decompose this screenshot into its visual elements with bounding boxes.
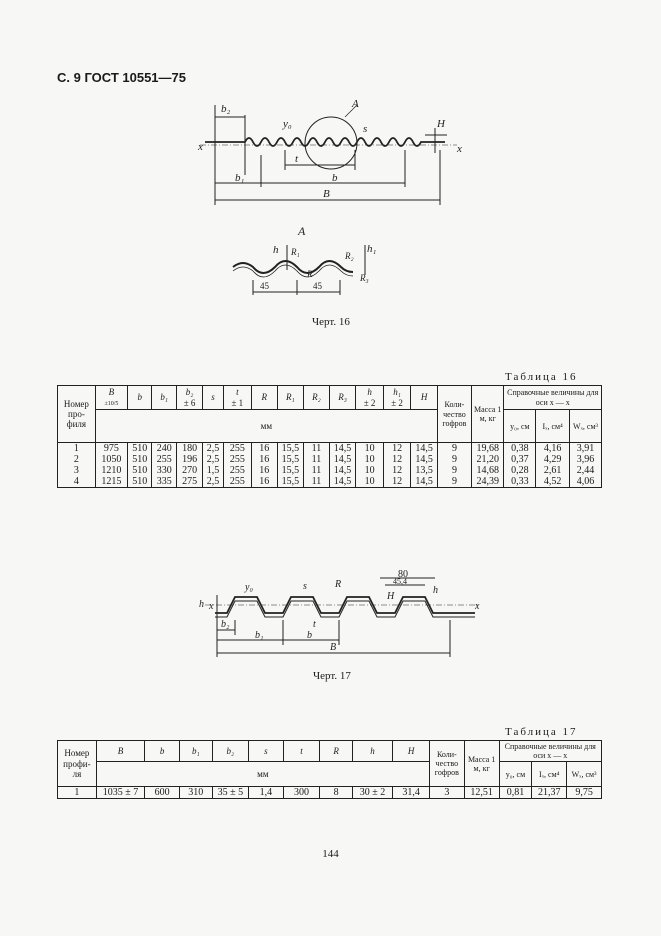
t16-head-R3: R₃ <box>329 386 356 410</box>
table-row <box>58 787 602 799</box>
table-cell: 1,5 <box>203 465 224 476</box>
table-cell: 255 <box>223 454 251 465</box>
table-cell: 3 <box>58 465 96 476</box>
fig16-label-R1: R₁ <box>291 247 300 257</box>
table-cell: 15,5 <box>277 443 304 455</box>
fig16-angle-1: 45 <box>260 281 269 291</box>
table-cell: 510 <box>128 465 152 476</box>
fig17-label-s: s <box>303 581 307 592</box>
table-cell: 240 <box>152 443 176 455</box>
table-cell: 2,5 <box>203 454 224 465</box>
table-cell: 9 <box>437 476 471 488</box>
t16-head-profile: Номер про-филя <box>58 386 96 443</box>
fig16-label-b1: b₁ <box>235 172 245 184</box>
table-cell: 11 <box>304 454 330 465</box>
table-cell: 2,5 <box>203 476 224 488</box>
table-cell: 2,5 <box>203 443 224 455</box>
t16-head-b2: b₂ <box>185 387 194 398</box>
table-cell: 0,38 <box>504 443 536 455</box>
t17-head-s: s <box>249 741 284 762</box>
table-cell: 270 <box>176 465 202 476</box>
t16-head-mass: Масса 1 м, кг <box>472 386 504 443</box>
table-cell: 0,28 <box>504 465 536 476</box>
table-cell: 2,61 <box>536 465 570 476</box>
table-cell: 16 <box>251 443 277 455</box>
table-cell: 1210 <box>95 465 127 476</box>
table-cell: 1035 ± 7 <box>96 787 144 799</box>
t16-head-t-tol: ± 1 <box>231 397 244 408</box>
t16-head-ref: Справочные величины для оси x — x <box>504 386 602 410</box>
table-cell: 8 <box>320 787 352 799</box>
table-cell: 180 <box>176 443 202 455</box>
t17-head-b: b <box>145 741 180 762</box>
fig16-label-t: t <box>295 153 299 165</box>
table-16 <box>57 385 602 488</box>
page-header: С. 9 ГОСТ 10551—75 <box>57 70 186 85</box>
table-17 <box>57 740 602 799</box>
table-cell: 4,06 <box>569 476 601 488</box>
fig16-label-h: h <box>273 244 279 256</box>
t16-head-b1: b₁ <box>152 386 176 410</box>
table-cell: 600 <box>145 787 180 799</box>
t16-head-h: h <box>367 387 372 398</box>
table-cell: 30 ± 2 <box>352 787 392 799</box>
t16-head-h1: h₁ <box>393 387 401 398</box>
t16-head-R: R <box>251 386 277 410</box>
fig17-label-h: h <box>199 599 204 610</box>
table-cell: 4,29 <box>536 454 570 465</box>
fig17-label-B: B <box>330 642 337 653</box>
table-cell: 300 <box>283 787 320 799</box>
table-cell: 16 <box>251 476 277 488</box>
fig17-label-45: 45,4 <box>393 577 407 586</box>
table-cell: 15,5 <box>277 454 304 465</box>
table-cell: 335 <box>152 476 176 488</box>
t17-head-unit: мм <box>96 762 429 787</box>
table-17-title: Таблица 17 <box>505 726 578 738</box>
fig17-label-b: b <box>307 630 312 641</box>
table-row <box>58 476 602 488</box>
table-cell: 2 <box>58 454 96 465</box>
table-cell: 14,5 <box>411 476 438 488</box>
table-cell: 4 <box>58 476 96 488</box>
t17-head-t: t <box>283 741 320 762</box>
t16-head-B-tol: ±10/5 <box>104 401 119 408</box>
t17-head-H: H <box>393 741 430 762</box>
t16-head-t: t <box>236 387 239 398</box>
t17-head-profile: Номер профи-ля <box>58 741 97 787</box>
table-cell: 21,37 <box>532 787 567 799</box>
table-cell: 10 <box>356 476 384 488</box>
table-cell: 35 ± 5 <box>212 787 249 799</box>
table-cell: 21,20 <box>472 454 504 465</box>
fig17-label-80: 80 <box>398 569 408 580</box>
fig16-label-y0: y₀ <box>283 118 292 130</box>
fig16-label-R3: R₃ <box>360 273 369 283</box>
table-cell: 19,68 <box>472 443 504 455</box>
table-cell: 12 <box>383 454 411 465</box>
fig17-label-b1: b₁ <box>255 630 264 641</box>
t16-head-H: H <box>411 386 438 410</box>
table-cell: 11 <box>304 476 330 488</box>
table-cell: 10 <box>356 465 384 476</box>
table-cell: 3,91 <box>569 443 601 455</box>
table-cell: 3 <box>429 787 464 799</box>
table-row <box>58 443 602 455</box>
fig16-angle-2: 45 <box>313 281 322 291</box>
table-cell: 255 <box>223 443 251 455</box>
fig16-label-h1: h₁ <box>367 243 377 255</box>
table-cell: 14,5 <box>329 476 356 488</box>
table-cell: 1215 <box>95 476 127 488</box>
table-cell: 2,44 <box>569 465 601 476</box>
table-cell: 12 <box>383 465 411 476</box>
table-cell: 0,37 <box>504 454 536 465</box>
t17-head-mass: Масса 1 м, кг <box>464 741 499 787</box>
t17-head-b1: b₁ <box>179 741 212 762</box>
t16-head-count: Коли-чество гофров <box>437 386 471 443</box>
table-cell: 11 <box>304 465 330 476</box>
fig16-label-H: H <box>437 118 445 130</box>
fig17-label-x-left: x <box>209 601 214 612</box>
table-cell: 0,81 <box>499 787 532 799</box>
table-cell: 15,5 <box>277 476 304 488</box>
table-cell: 9 <box>437 443 471 455</box>
fig17-label-R: R <box>335 579 342 590</box>
fig16-detail-A: A <box>298 224 306 238</box>
table-cell: 330 <box>152 465 176 476</box>
t16-head-y0: y₀, см <box>504 410 536 443</box>
table-cell: 11 <box>304 443 330 455</box>
fig16-label-R2: R₂ <box>345 251 354 261</box>
table-cell: 14,68 <box>472 465 504 476</box>
table-cell: 10 <box>356 443 384 455</box>
fig16-label-x-left: x <box>198 141 203 153</box>
t16-head-Ix: Iₓ, см⁴ <box>536 410 570 443</box>
table-cell: 12 <box>383 443 411 455</box>
table-cell: 255 <box>152 454 176 465</box>
table-row <box>58 465 602 476</box>
t16-head-unit: мм <box>95 410 437 443</box>
t16-head-B: B <box>108 387 115 397</box>
t16-head-R2: R₂ <box>304 386 330 410</box>
table-cell: 16 <box>251 454 277 465</box>
table-cell: 14,5 <box>329 443 356 455</box>
table-cell: 510 <box>128 443 152 455</box>
fig17-label-t: t <box>313 619 316 630</box>
table-row <box>58 454 602 465</box>
fig16-label-x-right: x <box>457 143 462 155</box>
table-cell: 4,16 <box>536 443 570 455</box>
fig17-label-H: H <box>387 591 395 602</box>
t17-head-b2: b₂ <box>212 741 249 762</box>
t17-head-h: h <box>352 741 392 762</box>
fig16-label-R: R <box>307 269 313 279</box>
fig16-label-s: s <box>363 123 368 135</box>
t16-head-h-tol: ± 2 <box>363 397 376 408</box>
table-cell: 510 <box>128 476 152 488</box>
page-number: 144 <box>322 848 339 860</box>
fig17-label-x-right: x <box>475 601 480 612</box>
t16-head-Wx: Wₓ, см³ <box>569 410 601 443</box>
table-cell: 1 <box>58 443 96 455</box>
table-cell: 24,39 <box>472 476 504 488</box>
table-cell: 16 <box>251 465 277 476</box>
table-cell: 14,5 <box>411 443 438 455</box>
table-cell: 0,33 <box>504 476 536 488</box>
t17-head-ref: Справочные величины для оси x — x <box>499 741 601 762</box>
table-cell: 9 <box>437 454 471 465</box>
fig16-label-B: B <box>323 188 330 200</box>
t17-head-count: Коли-чество гофров <box>429 741 464 787</box>
figure-17-drawing <box>195 569 485 665</box>
table-cell: 9 <box>437 465 471 476</box>
fig16-label-b2: b₂ <box>221 103 231 115</box>
t16-head-b2-tol: ± 6 <box>183 397 196 408</box>
table-cell: 255 <box>223 465 251 476</box>
t17-head-B: B <box>96 741 144 762</box>
table-cell: 1 <box>58 787 97 799</box>
fig17-label-b2: b₂ <box>221 619 230 630</box>
figure-16-caption: Черт. 16 <box>312 316 350 328</box>
table-cell: 196 <box>176 454 202 465</box>
t16-head-s: s <box>203 386 224 410</box>
figure-16-drawing <box>195 95 465 310</box>
table-cell: 3,96 <box>569 454 601 465</box>
table-cell: 12 <box>383 476 411 488</box>
table-cell: 31,4 <box>393 787 430 799</box>
t16-head-b: b <box>128 386 152 410</box>
t17-head-R: R <box>320 741 352 762</box>
table-cell: 14,5 <box>411 454 438 465</box>
table-cell: 310 <box>179 787 212 799</box>
table-cell: 4,52 <box>536 476 570 488</box>
table-cell: 975 <box>95 443 127 455</box>
table-cell: 510 <box>128 454 152 465</box>
t17-head-Ix: Iₓ, см⁴ <box>532 762 567 787</box>
table-cell: 1,4 <box>249 787 284 799</box>
table-cell: 275 <box>176 476 202 488</box>
t17-head-y0: y₀, см <box>499 762 532 787</box>
table-cell: 13,5 <box>411 465 438 476</box>
fig16-label-A: A <box>352 98 359 110</box>
table-cell: 14,5 <box>329 465 356 476</box>
fig17-label-h-right: h <box>433 585 438 596</box>
table-cell: 9,75 <box>567 787 602 799</box>
table-cell: 10 <box>356 454 384 465</box>
fig17-label-y0: y₀ <box>245 582 253 593</box>
table-16-title: Таблица 16 <box>505 371 578 383</box>
table-cell: 14,5 <box>329 454 356 465</box>
table-cell: 255 <box>223 476 251 488</box>
table-cell: 15,5 <box>277 465 304 476</box>
figure-17-caption: Черт. 17 <box>313 670 351 682</box>
table-cell: 1050 <box>95 454 127 465</box>
fig16-label-b: b <box>332 172 338 184</box>
t17-head-Wx: Wₓ, см³ <box>567 762 602 787</box>
t16-head-R1: R₁ <box>277 386 304 410</box>
t16-head-h1-tol: ± 2 <box>391 397 403 408</box>
table-cell: 12,51 <box>464 787 499 799</box>
